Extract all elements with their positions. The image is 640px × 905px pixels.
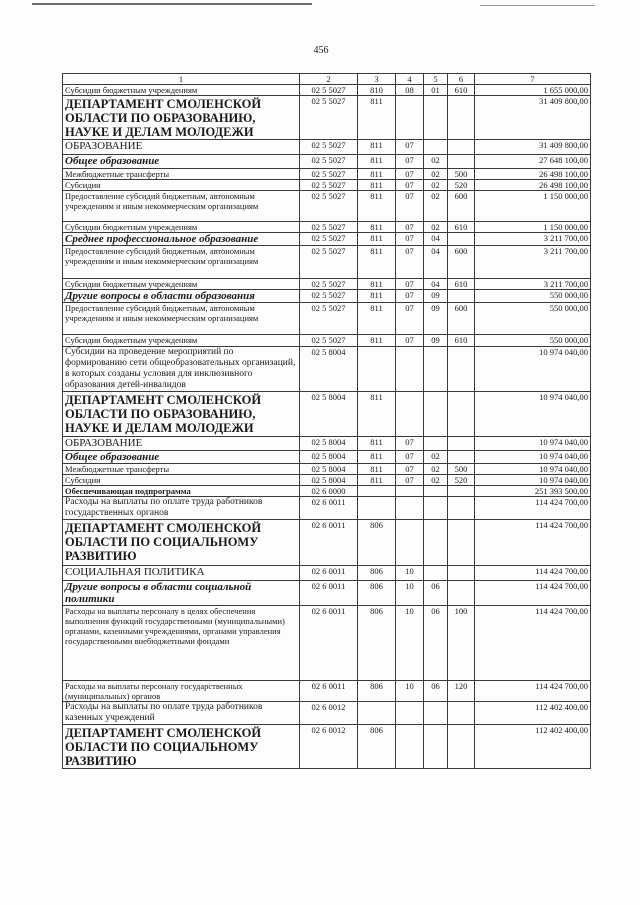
row-podr	[424, 520, 448, 566]
row-code: 02 6 0011	[300, 566, 358, 581]
row-name: Другие вопросы в области социальной политики	[63, 581, 300, 606]
row-razd: 10	[396, 681, 424, 702]
row-podr: 04	[424, 246, 448, 279]
table-row	[63, 191, 591, 222]
row-razd: 07	[396, 464, 424, 475]
table-row	[63, 725, 591, 769]
row-sum: 3 211 700,00	[475, 246, 591, 279]
row-name: Субсидии бюджетным учреждениям	[63, 335, 300, 347]
row-sum: 114 424 700,00	[475, 606, 591, 681]
row-name: Другие вопросы в области образования	[63, 290, 300, 303]
row-vid: 100	[448, 606, 475, 681]
row-razd	[396, 520, 424, 566]
row-podr: 06	[424, 681, 448, 702]
row-ved: 811	[358, 140, 396, 155]
row-sum: 26 498 100,00	[475, 169, 591, 180]
row-code: 02 6 0011	[300, 606, 358, 681]
row-name: Расходы на выплаты персоналу в целях обеспечения выполнения функций государственными (муниципальными) органами, казенными учреждениями, органами управления государственными внебюджетными фондами	[63, 606, 300, 681]
row-code: 02 6 0000	[300, 486, 358, 497]
table-row	[63, 606, 591, 681]
row-vid	[448, 392, 475, 437]
row-ved: 811	[358, 222, 396, 233]
row-vid: 500	[448, 169, 475, 180]
row-podr: 04	[424, 233, 448, 246]
row-name: ДЕПАРТАМЕНТ СМОЛЕНСКОЙ ОБЛАСТИ ПО ОБРАЗОВАНИЮ, НАУКЕ И ДЕЛАМ МОЛОДЕЖИ	[63, 96, 300, 140]
table-row	[63, 486, 591, 497]
page-number: 456	[313, 45, 329, 56]
row-ved: 810	[358, 85, 396, 96]
row-name: Расходы на выплаты по оплате труда работников государственных органов	[63, 497, 300, 520]
row-podr	[424, 140, 448, 155]
header-col6: 6	[448, 74, 475, 85]
row-razd	[396, 725, 424, 769]
row-sum: 114 424 700,00	[475, 497, 591, 520]
row-sum: 1 150 000,00	[475, 191, 591, 222]
row-name: ОБРАЗОВАНИЕ	[63, 437, 300, 451]
table-row	[63, 335, 591, 347]
table-row	[63, 702, 591, 725]
row-name: ОБРАЗОВАНИЕ	[63, 140, 300, 155]
row-code: 02 6 0012	[300, 702, 358, 725]
row-vid: 610	[448, 335, 475, 347]
table-row	[63, 347, 591, 392]
row-code: 02 5 8004	[300, 392, 358, 437]
row-podr: 04	[424, 279, 448, 290]
row-sum: 31 409 800,00	[475, 140, 591, 155]
table-row	[63, 681, 591, 702]
row-sum: 26 498 100,00	[475, 180, 591, 191]
row-razd: 07	[396, 169, 424, 180]
row-ved: 806	[358, 520, 396, 566]
row-ved: 811	[358, 437, 396, 451]
row-sum: 251 393 500,00	[475, 486, 591, 497]
row-code: 02 5 5027	[300, 303, 358, 335]
row-razd: 07	[396, 222, 424, 233]
row-code: 02 5 5027	[300, 155, 358, 169]
row-razd: 07	[396, 290, 424, 303]
row-code: 02 5 5027	[300, 233, 358, 246]
row-ved: 806	[358, 566, 396, 581]
header-col7: 7	[475, 74, 591, 85]
row-podr: 02	[424, 451, 448, 464]
row-podr	[424, 702, 448, 725]
row-razd: 07	[396, 180, 424, 191]
row-razd: 07	[396, 475, 424, 486]
row-code: 02 5 5027	[300, 140, 358, 155]
row-sum: 3 211 700,00	[475, 279, 591, 290]
row-razd: 10	[396, 606, 424, 681]
row-vid: 600	[448, 303, 475, 335]
header-col2: 2	[300, 74, 358, 85]
row-name: Субсидии	[63, 180, 300, 191]
row-name: Субсидии на проведение мероприятий по формированию сети общеобразовательных организаций, в которых созданы условия для инклюзивного образования детей-инвалидов	[63, 347, 300, 392]
row-ved: 811	[358, 191, 396, 222]
row-code: 02 5 8004	[300, 347, 358, 392]
row-name: Субсидии бюджетным учреждениям	[63, 85, 300, 96]
row-sum: 114 424 700,00	[475, 566, 591, 581]
row-code: 02 6 0011	[300, 497, 358, 520]
row-name: Субсидии бюджетным учреждениям	[63, 279, 300, 290]
row-code: 02 6 0012	[300, 725, 358, 769]
table-row	[63, 497, 591, 520]
row-vid: 610	[448, 279, 475, 290]
row-ved: 811	[358, 169, 396, 180]
header-col4: 4	[396, 74, 424, 85]
table-row	[63, 155, 591, 169]
row-razd	[396, 96, 424, 140]
row-code: 02 6 0011	[300, 520, 358, 566]
row-name: Межбюджетные трансферты	[63, 169, 300, 180]
row-code: 02 5 5027	[300, 222, 358, 233]
header-col3: 3	[358, 74, 396, 85]
row-ved: 806	[358, 581, 396, 606]
row-code: 02 5 5027	[300, 180, 358, 191]
row-podr	[424, 392, 448, 437]
row-vid: 610	[448, 222, 475, 233]
table-row	[63, 290, 591, 303]
row-razd: 08	[396, 85, 424, 96]
row-name: Предоставление субсидий бюджетным, автономным учреждениям и иным некоммерческим организациям	[63, 191, 300, 222]
row-podr: 09	[424, 303, 448, 335]
row-podr	[424, 96, 448, 140]
row-podr: 02	[424, 180, 448, 191]
row-code: 02 5 5027	[300, 335, 358, 347]
row-code: 02 5 5027	[300, 246, 358, 279]
row-sum: 10 974 040,00	[475, 392, 591, 437]
row-podr: 09	[424, 290, 448, 303]
row-vid	[448, 702, 475, 725]
row-vid: 500	[448, 464, 475, 475]
row-name: ДЕПАРТАМЕНТ СМОЛЕНСКОЙ ОБЛАСТИ ПО СОЦИАЛЬНОМУ РАЗВИТИЮ	[63, 725, 300, 769]
row-razd	[396, 486, 424, 497]
row-name: ДЕПАРТАМЕНТ СМОЛЕНСКОЙ ОБЛАСТИ ПО ОБРАЗОВАНИЮ, НАУКЕ И ДЕЛАМ МОЛОДЕЖИ	[63, 392, 300, 437]
row-vid: 600	[448, 191, 475, 222]
row-name: ДЕПАРТАМЕНТ СМОЛЕНСКОЙ ОБЛАСТИ ПО СОЦИАЛЬНОМУ РАЗВИТИЮ	[63, 520, 300, 566]
row-podr	[424, 437, 448, 451]
table-row	[63, 233, 591, 246]
row-vid	[448, 520, 475, 566]
row-ved: 811	[358, 290, 396, 303]
row-sum: 1 150 000,00	[475, 222, 591, 233]
table-row	[63, 303, 591, 335]
row-code: 02 5 5027	[300, 290, 358, 303]
table-row	[63, 464, 591, 475]
row-sum: 10 974 040,00	[475, 437, 591, 451]
row-sum: 114 424 700,00	[475, 581, 591, 606]
row-vid: 520	[448, 475, 475, 486]
top-rule-right	[480, 5, 595, 6]
row-sum: 112 402 400,00	[475, 725, 591, 769]
row-name: Субсидии бюджетным учреждениям	[63, 222, 300, 233]
row-ved: 811	[358, 303, 396, 335]
row-vid	[448, 233, 475, 246]
row-ved: 811	[358, 451, 396, 464]
row-sum: 550 000,00	[475, 290, 591, 303]
table-row	[63, 180, 591, 191]
row-razd	[396, 392, 424, 437]
table-row	[63, 475, 591, 486]
row-razd: 07	[396, 279, 424, 290]
row-code: 02 5 8004	[300, 437, 358, 451]
row-podr: 02	[424, 155, 448, 169]
table-row	[63, 169, 591, 180]
header-col5: 5	[424, 74, 448, 85]
row-ved: 811	[358, 335, 396, 347]
row-code: 02 6 0011	[300, 681, 358, 702]
table-row	[63, 96, 591, 140]
row-razd: 10	[396, 566, 424, 581]
row-sum: 114 424 700,00	[475, 520, 591, 566]
header-col1: 1	[63, 74, 300, 85]
row-podr	[424, 347, 448, 392]
row-ved	[358, 486, 396, 497]
row-code: 02 5 5027	[300, 191, 358, 222]
row-podr	[424, 486, 448, 497]
row-podr: 06	[424, 581, 448, 606]
table-row	[63, 451, 591, 464]
row-vid: 120	[448, 681, 475, 702]
row-razd	[396, 702, 424, 725]
row-name: Среднее профессиональное образование	[63, 233, 300, 246]
table-row	[63, 140, 591, 155]
row-code: 02 5 8004	[300, 475, 358, 486]
row-vid	[448, 725, 475, 769]
row-ved: 811	[358, 96, 396, 140]
row-razd: 07	[396, 140, 424, 155]
row-vid	[448, 566, 475, 581]
row-sum: 1 655 000,00	[475, 85, 591, 96]
row-ved: 811	[358, 392, 396, 437]
row-razd	[396, 497, 424, 520]
row-ved: 811	[358, 233, 396, 246]
row-name: Предоставление субсидий бюджетным, автономным учреждениям и иным некоммерческим организациям	[63, 303, 300, 335]
row-razd	[396, 347, 424, 392]
row-code: 02 5 8004	[300, 451, 358, 464]
row-name: Предоставление субсидий бюджетным, автономным учреждениям и иным некоммерческим организациям	[63, 246, 300, 279]
row-sum: 550 000,00	[475, 303, 591, 335]
row-code: 02 6 0011	[300, 581, 358, 606]
row-razd: 10	[396, 581, 424, 606]
row-sum: 112 402 400,00	[475, 702, 591, 725]
row-podr: 02	[424, 475, 448, 486]
row-razd: 07	[396, 303, 424, 335]
row-sum: 10 974 040,00	[475, 451, 591, 464]
row-sum: 3 211 700,00	[475, 233, 591, 246]
row-sum: 31 409 800,00	[475, 96, 591, 140]
row-razd: 07	[396, 246, 424, 279]
row-razd: 07	[396, 335, 424, 347]
table-row	[63, 437, 591, 451]
row-vid	[448, 497, 475, 520]
table-header-row	[63, 74, 591, 85]
row-ved	[358, 702, 396, 725]
row-code: 02 5 5027	[300, 85, 358, 96]
row-sum: 550 000,00	[475, 335, 591, 347]
row-razd: 07	[396, 451, 424, 464]
row-code: 02 5 8004	[300, 464, 358, 475]
table-row	[63, 581, 591, 606]
row-name: СОЦИАЛЬНАЯ ПОЛИТИКА	[63, 566, 300, 581]
table-row	[63, 279, 591, 290]
row-podr: 02	[424, 222, 448, 233]
table-row	[63, 246, 591, 279]
row-code: 02 5 5027	[300, 279, 358, 290]
row-vid	[448, 486, 475, 497]
budget-table	[62, 73, 591, 769]
row-vid	[448, 155, 475, 169]
row-vid	[448, 290, 475, 303]
row-name: Обеспечивающая подпрограмма	[63, 486, 300, 497]
row-sum: 10 974 040,00	[475, 464, 591, 475]
row-podr	[424, 566, 448, 581]
row-sum: 10 974 040,00	[475, 347, 591, 392]
row-podr	[424, 725, 448, 769]
row-podr: 02	[424, 191, 448, 222]
row-vid	[448, 581, 475, 606]
row-vid	[448, 140, 475, 155]
row-podr: 02	[424, 169, 448, 180]
row-vid	[448, 451, 475, 464]
row-ved: 806	[358, 681, 396, 702]
table-row	[63, 85, 591, 96]
row-razd: 07	[396, 155, 424, 169]
row-ved: 806	[358, 606, 396, 681]
row-ved: 811	[358, 180, 396, 191]
row-sum: 10 974 040,00	[475, 475, 591, 486]
row-vid: 520	[448, 180, 475, 191]
row-vid	[448, 96, 475, 140]
row-ved: 811	[358, 475, 396, 486]
table-row	[63, 520, 591, 566]
row-ved	[358, 347, 396, 392]
row-vid	[448, 347, 475, 392]
row-name: Межбюджетные трансферты	[63, 464, 300, 475]
row-ved: 811	[358, 155, 396, 169]
table-row	[63, 222, 591, 233]
row-podr	[424, 497, 448, 520]
row-podr: 01	[424, 85, 448, 96]
row-vid: 600	[448, 246, 475, 279]
table-row	[63, 392, 591, 437]
row-code: 02 5 5027	[300, 96, 358, 140]
row-name: Расходы на выплаты по оплате труда работников казенных учреждений	[63, 702, 300, 725]
row-podr: 09	[424, 335, 448, 347]
row-ved	[358, 497, 396, 520]
row-vid: 610	[448, 85, 475, 96]
row-name: Общее образование	[63, 155, 300, 169]
row-name: Субсидии	[63, 475, 300, 486]
row-podr: 06	[424, 606, 448, 681]
row-podr: 02	[424, 464, 448, 475]
row-ved: 811	[358, 279, 396, 290]
row-ved: 806	[358, 725, 396, 769]
row-ved: 811	[358, 464, 396, 475]
row-name: Расходы на выплаты персоналу государственных (муниципальных) органов	[63, 681, 300, 702]
table-row	[63, 566, 591, 581]
row-name: Общее образование	[63, 451, 300, 464]
row-ved: 811	[358, 246, 396, 279]
top-rule	[32, 3, 312, 5]
row-sum: 27 648 100,00	[475, 155, 591, 169]
row-razd: 07	[396, 437, 424, 451]
row-code: 02 5 5027	[300, 169, 358, 180]
row-sum: 114 424 700,00	[475, 681, 591, 702]
row-razd: 07	[396, 233, 424, 246]
row-vid	[448, 437, 475, 451]
row-razd: 07	[396, 191, 424, 222]
